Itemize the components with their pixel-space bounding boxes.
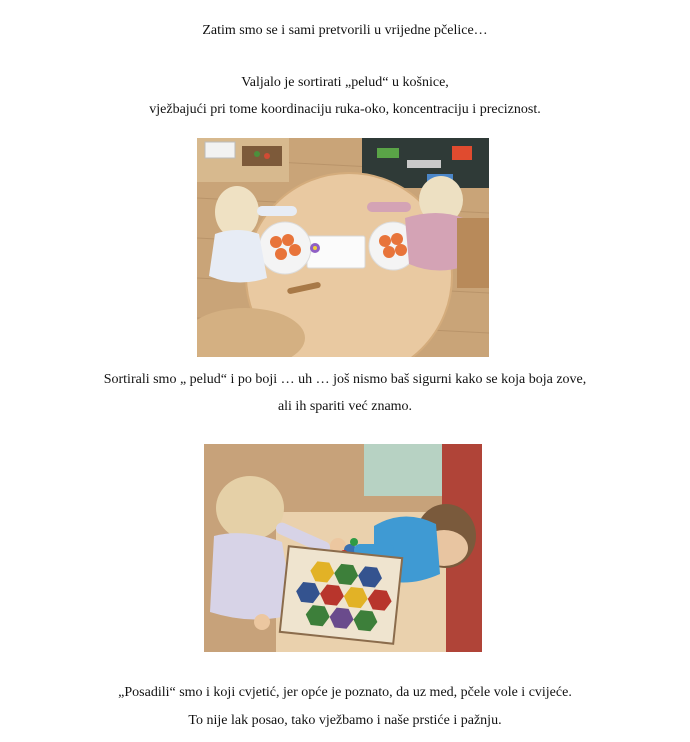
paragraph-sort-line-1: Valjalo je sortirati „pelud“ u košnice, [241, 75, 449, 90]
photo-1-illustration [197, 138, 489, 357]
paragraph-plant-line-1: „Posadili“ smo i koji cvjetić, jer opće je poznato, da uz med, pčele vole i cvijeće. [118, 685, 572, 700]
photo-2-illustration [204, 444, 482, 652]
paragraph-intro: Zatim smo se i sami pretvorili u vrijedne pčelice… [202, 23, 488, 38]
paragraph-color-line-1: Sortirali smo „ pelud“ i po boji … uh … još nismo baš sigurni kako se koja boja zove, [103, 372, 587, 387]
paragraph-sort-line-2: vježbajući pri tome koordinaciju ruka-oko, koncentraciju i preciznost. [149, 102, 541, 117]
paragraph-color-line-2: ali ih spariti već znamo. [277, 399, 413, 414]
photo-children-sorting-pollen [197, 138, 489, 357]
photo-children-color-matching [204, 444, 482, 652]
paragraph-plant-line-2: To nije lak posao, tako vježbamo i naše prstiće i pažnju. [188, 713, 502, 728]
